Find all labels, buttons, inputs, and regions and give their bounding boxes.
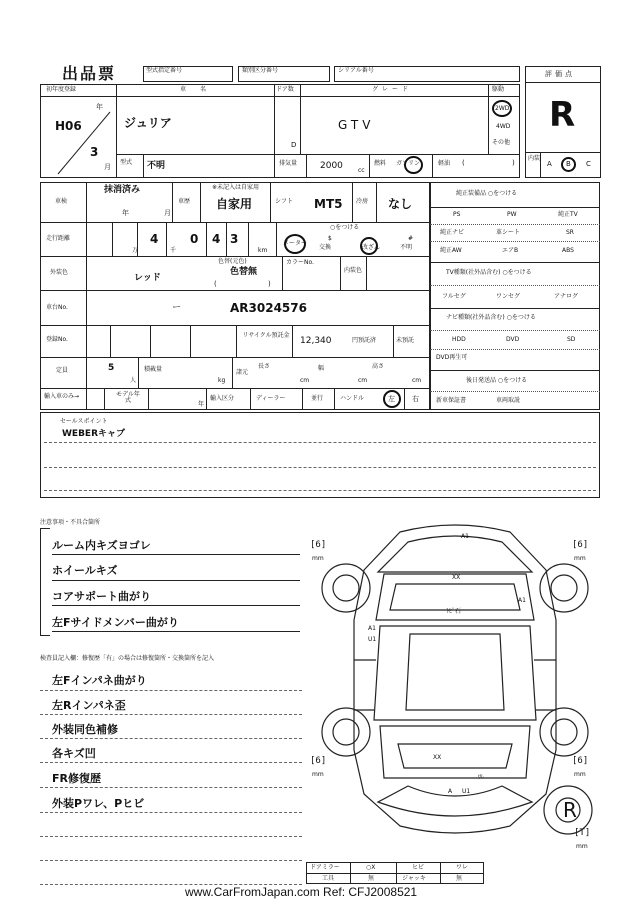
fuel-paren-close: ) xyxy=(512,159,515,167)
mark-roof: ﾄﾋﾟ石 xyxy=(446,608,462,615)
repaint-paren-close: ) xyxy=(268,280,271,288)
chassis-label: 車台No. xyxy=(46,304,68,311)
drive-4wd: 4WD xyxy=(496,123,511,130)
mileage-digit-4: 3 xyxy=(230,232,239,246)
fuel-gas: ガソリン xyxy=(396,160,421,167)
load-unit: kg xyxy=(218,377,226,384)
legend-jack-value: 無 xyxy=(456,875,463,882)
tv-item-full: フルセグ xyxy=(442,293,466,300)
first-reg-label: 初年度登録 xyxy=(46,86,77,93)
dvd-label: DVD再生可 xyxy=(436,354,468,361)
shaken-year: 年 xyxy=(122,209,129,217)
grade-value: GTV xyxy=(338,118,375,132)
height-cm: cm xyxy=(412,377,422,384)
fuel-paren-open: ( xyxy=(462,159,465,167)
mileage-man: 万 xyxy=(132,247,139,254)
sales-point-label: セールスポイント xyxy=(60,418,108,425)
inspector-item-2: 左Rインパネ歪 xyxy=(52,699,126,712)
shaken-value: 抹消済み xyxy=(104,185,141,195)
oem-item-abs: ABS xyxy=(562,247,574,254)
rating-label: 評価点 xyxy=(545,70,575,78)
navi-item-dvd: DVD xyxy=(506,336,520,343)
ac-label: 冷房 xyxy=(356,198,369,205)
import-year-suffix: 年 xyxy=(198,401,205,408)
mileage-km: km xyxy=(258,247,268,254)
model-value: 不明 xyxy=(147,161,166,171)
hash-mark: # xyxy=(408,235,414,242)
oem-item-aw: 純正AW xyxy=(440,247,462,254)
repaint-label: 色替(元色) xyxy=(218,258,247,265)
legend-hibi: ヒビ xyxy=(412,864,425,871)
navi-item-sd: SD xyxy=(567,336,576,343)
tread-spare-mm: mm xyxy=(576,843,588,850)
tv-title: TV種類(社外品含む) ○をつける xyxy=(446,269,532,276)
mark-front: A1 xyxy=(461,533,469,540)
meter-circle xyxy=(284,234,306,254)
ac-value: なし xyxy=(388,197,413,211)
mark-hood: XX xyxy=(452,574,461,581)
modified-circle xyxy=(360,237,381,255)
handle-left: 左 xyxy=(388,395,395,403)
repaint-paren-open: ( xyxy=(214,280,217,288)
color-label: 外装色 xyxy=(50,269,69,276)
exchange-label: 交換 xyxy=(319,244,332,251)
s-mark: $ xyxy=(328,235,332,242)
oem-item-ps: PS xyxy=(453,211,461,218)
legend-jack: ジャッキ xyxy=(402,875,426,882)
interior-label: 内装 xyxy=(528,155,541,162)
door-d: D xyxy=(291,141,297,149)
inspector-item-1: 左Fインパネ曲がり xyxy=(52,674,147,687)
form-title: 出品票 xyxy=(62,64,117,83)
color-no-label: カラーNo. xyxy=(286,259,314,266)
registration-label: 登録No. xyxy=(46,336,68,343)
parallel-label: 並行 xyxy=(311,395,324,402)
tread-fr-mm: mm xyxy=(574,555,586,562)
recycle-unpaid: 未預託 xyxy=(396,337,415,344)
length-label: 長さ xyxy=(258,363,271,370)
drive-other: その他 xyxy=(492,139,511,146)
chassis-dash: ー xyxy=(172,303,182,313)
oem-item-leather: 革シート xyxy=(496,229,521,236)
history-label: 車歴 xyxy=(178,198,191,205)
capacity-value: 5 xyxy=(108,363,115,373)
fuel-circle xyxy=(404,156,423,174)
era-year: H06 xyxy=(55,119,82,133)
class-label: 類別区分番号 xyxy=(242,67,279,74)
rating-value: R xyxy=(549,95,576,135)
tread-fl-mm: mm xyxy=(312,555,324,562)
tv-item-one: ワンセグ xyxy=(496,293,521,300)
oem-item-tv: 純正TV xyxy=(558,211,578,218)
sales-point-value: WEBERキャブ xyxy=(62,429,126,439)
note-item-1: ルーム内キズヨゴレ xyxy=(52,539,151,552)
inspector-title: 検査員記入欄：修復歴「有」の場合は修復箇所・交換箇所を記入 xyxy=(40,655,215,662)
tread-rr-mm: mm xyxy=(574,771,586,778)
displacement-value: 2000 xyxy=(320,161,343,171)
capacity-unit: 人 xyxy=(130,377,137,384)
drive-circle xyxy=(492,100,512,117)
height-label: 高さ xyxy=(372,363,385,370)
recycle-value: 12,340 xyxy=(300,336,332,346)
legend-mirror-value: ○X xyxy=(366,864,376,871)
interior-grade-a: A xyxy=(547,160,552,168)
mileage-digit-1: 4 xyxy=(150,232,159,246)
spare-letter: R xyxy=(563,798,577,822)
sales-point-box xyxy=(40,412,600,498)
legend-door-mirror: ドアミラー xyxy=(310,864,340,871)
chassis-value: AR3024576 xyxy=(230,301,307,315)
inspector-item-3: 外装同色補修 xyxy=(52,723,118,736)
handle-label: ハンドル xyxy=(340,395,365,402)
legend-ware: ワレ xyxy=(456,864,469,871)
note-item-4: 左Fサイドメンバー曲がり xyxy=(52,616,179,629)
note-item-2: ホイールキズ xyxy=(52,564,118,577)
interior-grade-circle xyxy=(561,157,576,172)
mileage-circle-note: ○をつける xyxy=(330,224,360,231)
recycle-label: リサイクル預託金 xyxy=(242,332,290,339)
meter-label: メーター xyxy=(283,240,308,247)
import-label: 輸入車のみ→ xyxy=(44,393,80,400)
oem-item-navi: 純正ナビ xyxy=(440,229,465,236)
after-item-warranty: 新車保証書 xyxy=(436,397,467,404)
oem-item-airbag: エアB xyxy=(502,247,519,254)
mark-rear-a: A xyxy=(448,788,453,795)
width-cm: cm xyxy=(358,377,368,384)
dims-label: 諸元 xyxy=(236,369,249,376)
dealer-label: ディーラー xyxy=(256,395,286,402)
model-cert-label: 型式指定番号 xyxy=(146,67,183,74)
after-title: 後日発送品 ○をつける xyxy=(466,377,528,384)
inspector-item-4: 各キズ凹 xyxy=(52,747,96,760)
mileage-digit-2: 0 xyxy=(190,232,199,246)
history-value: 自家用 xyxy=(216,197,253,211)
serial-label: シリアル番号 xyxy=(338,67,374,74)
spec-block xyxy=(40,182,430,410)
grade-label: グレード xyxy=(372,86,413,93)
mark-right: A1 xyxy=(518,597,526,604)
displacement-label: 排気量 xyxy=(279,160,298,167)
history-note: ※未記入は自家用 xyxy=(212,184,260,191)
import-type-label: 輸入区分 xyxy=(210,395,235,402)
drive-2wd: 2WD xyxy=(495,105,510,112)
mark-rear-u1: U1 xyxy=(462,788,471,795)
footer-ref: www.CarFromJapan.com Ref: CFJ2008521 xyxy=(185,885,418,899)
shaken-label: 車検 xyxy=(55,198,68,205)
navi-item-hdd: HDD xyxy=(452,336,466,343)
legend-tools-value: 無 xyxy=(368,875,375,882)
tread-front-left: 6 xyxy=(315,540,321,550)
displacement-unit: cc xyxy=(358,167,365,174)
fuel-diesel: 軽油 xyxy=(438,160,451,167)
shaken-month: 月 xyxy=(164,209,171,217)
shift-value: MT5 xyxy=(314,197,343,211)
doors-label: ドア数 xyxy=(276,86,294,93)
repaint-value: 色替無 xyxy=(230,267,258,277)
mileage-sen: 千 xyxy=(170,247,177,254)
legend-tools: 工具 xyxy=(322,875,335,882)
notes-title: 注意事項・不具合箇所 xyxy=(40,519,101,526)
mark-trunk: XX xyxy=(433,754,442,761)
handle-right: 右 xyxy=(412,395,419,403)
car-name-label: 車 名 xyxy=(180,86,211,93)
oem-title: 純正装備品 ○をつける xyxy=(456,190,518,197)
unknown-label: 不明 xyxy=(400,244,413,251)
notes-bracket xyxy=(40,528,50,636)
after-item-manual: 車両取説 xyxy=(496,397,521,404)
navi-title: ナビ種類(社外品含む) ○をつける xyxy=(446,314,536,321)
inspector-item-6: 外装Pワレ、Pヒビ xyxy=(52,797,145,810)
color-value: レッド xyxy=(134,273,161,283)
width-label: 幅 xyxy=(318,365,325,372)
interior-grade-c: C xyxy=(586,160,591,168)
drive-label: 駆動 xyxy=(492,86,505,93)
car-name: ジュリア xyxy=(124,116,172,130)
load-label: 積載量 xyxy=(144,366,163,373)
capacity-label: 定員 xyxy=(56,367,69,374)
tread-front-right: 6 xyxy=(577,540,583,550)
handle-circle xyxy=(383,390,401,408)
month-suffix: 月 xyxy=(104,163,111,171)
oem-item-pw: PW xyxy=(507,211,517,218)
tread-rl-mm: mm xyxy=(312,771,324,778)
interior-color-label: 内装色 xyxy=(344,267,363,274)
reg-month: 3 xyxy=(90,145,99,159)
interior-grade-b: B xyxy=(566,160,571,168)
inspector-item-5: FR修復歴 xyxy=(52,772,101,785)
mark-rear-crack: ﾜﾚ xyxy=(478,774,485,781)
recycle-unit: 円預託済 xyxy=(352,337,377,344)
tread-spare: T xyxy=(579,828,585,838)
tread-rear-left: 6 xyxy=(315,756,321,766)
fuel-label: 燃料 xyxy=(374,160,387,167)
mark-left-1: A1 xyxy=(368,625,376,632)
tread-rear-right: 6 xyxy=(577,756,583,766)
modified-label: 改ざん xyxy=(362,244,381,251)
year-suffix: 年 xyxy=(96,103,103,111)
mark-left-2: U1 xyxy=(368,636,377,643)
tv-item-analog: アナログ xyxy=(554,293,579,300)
model-label: 型式 xyxy=(120,159,133,166)
oem-item-sr: SR xyxy=(566,229,574,236)
note-item-3: コアサポート曲がり xyxy=(52,590,151,603)
shift-label: シフト xyxy=(275,198,294,205)
mileage-label: 走行距離 xyxy=(46,235,71,242)
model-year-label: モデル年式 xyxy=(116,391,140,404)
length-cm: cm xyxy=(300,377,310,384)
mileage-digit-3: 4 xyxy=(212,232,221,246)
